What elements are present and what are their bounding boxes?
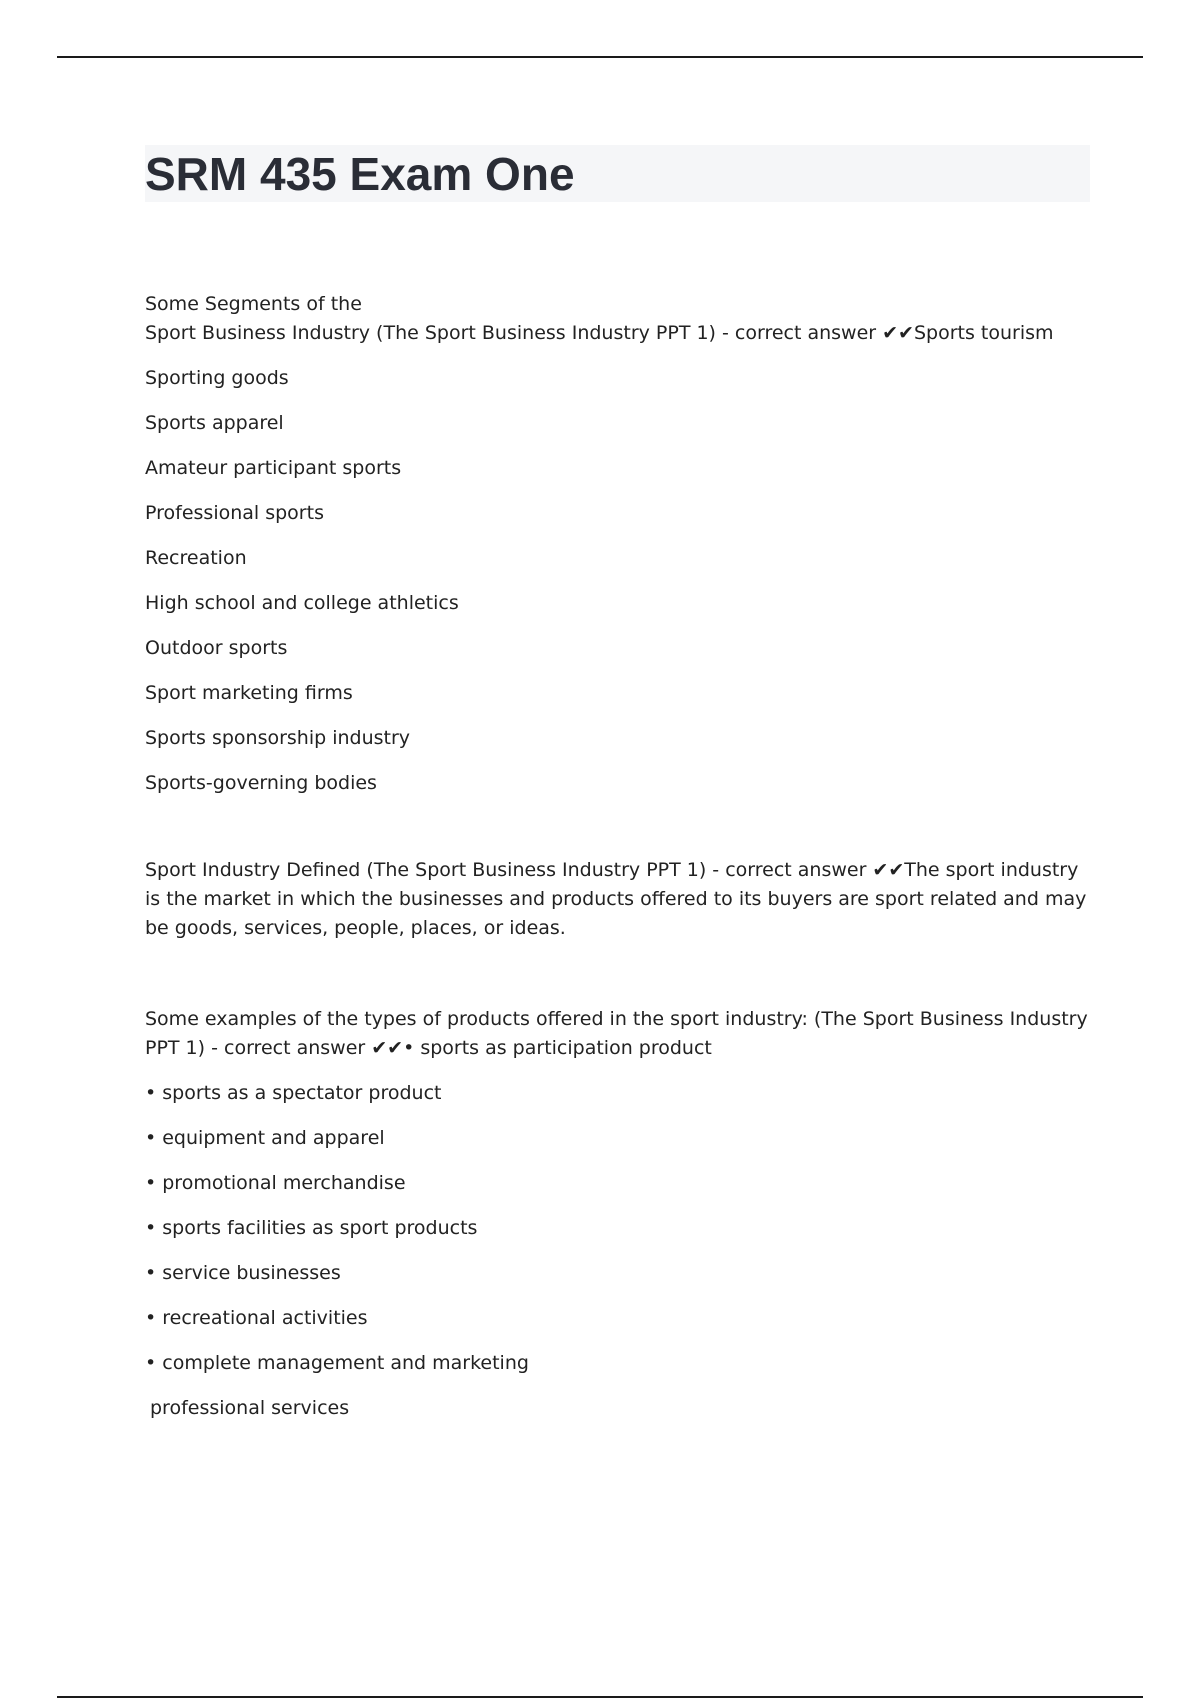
answer-list — [145, 1079, 1090, 1423]
list-item: Recreation — [145, 547, 247, 569]
document-title: SRM 435 Exam One — [145, 147, 575, 200]
top-rule — [57, 56, 1143, 58]
list-item: • sports as a spectator product — [145, 1082, 442, 1104]
list-item: • sports facilities as sport products — [145, 1217, 478, 1239]
question-product-types — [145, 1005, 1090, 1423]
list-item: • complete management and marketing — [145, 1352, 529, 1374]
list-item: • recreational activities — [145, 1307, 368, 1329]
list-item: Sporting goods — [145, 367, 289, 389]
document-body — [145, 145, 1090, 1423]
list-item: Professional sports — [145, 502, 324, 524]
list-item: • promotional merchandise — [145, 1172, 406, 1194]
question-definition — [145, 856, 1090, 943]
question-text-line1: Some Segments of the — [145, 293, 362, 315]
question-text: Sport Industry Defined (The Sport Business Industry PPT 1) - correct answer ✔✔The sport industry is the market in which the businesses and products offered to its buyers are sport related and may be goods, services, people, places, or ideas. — [145, 859, 1087, 939]
list-item: Amateur participant sports — [145, 457, 402, 479]
list-item: Sport marketing firms — [145, 682, 353, 704]
list-item: High school and college athletics — [145, 592, 459, 614]
list-item: Sports apparel — [145, 412, 284, 434]
question-text: Some examples of the types of products offered in the sport industry: (The Sport Business Industry PPT 1) - correct answer ✔✔• sports as participation product — [145, 1008, 1088, 1059]
list-item: professional services — [150, 1397, 350, 1419]
list-item: Sports sponsorship industry — [145, 727, 411, 749]
question-segments — [145, 290, 1090, 798]
answer-list — [145, 364, 1090, 798]
list-item: • service businesses — [145, 1262, 341, 1284]
list-item: • equipment and apparel — [145, 1127, 385, 1149]
list-item: Sports-governing bodies — [145, 772, 377, 794]
list-item: Outdoor sports — [145, 637, 288, 659]
title-band — [145, 145, 1090, 202]
question-text-line2: Sport Business Industry (The Sport Business Industry PPT 1) - correct answer ✔✔Sports tourism — [145, 322, 1054, 344]
bottom-rule — [57, 1696, 1143, 1698]
